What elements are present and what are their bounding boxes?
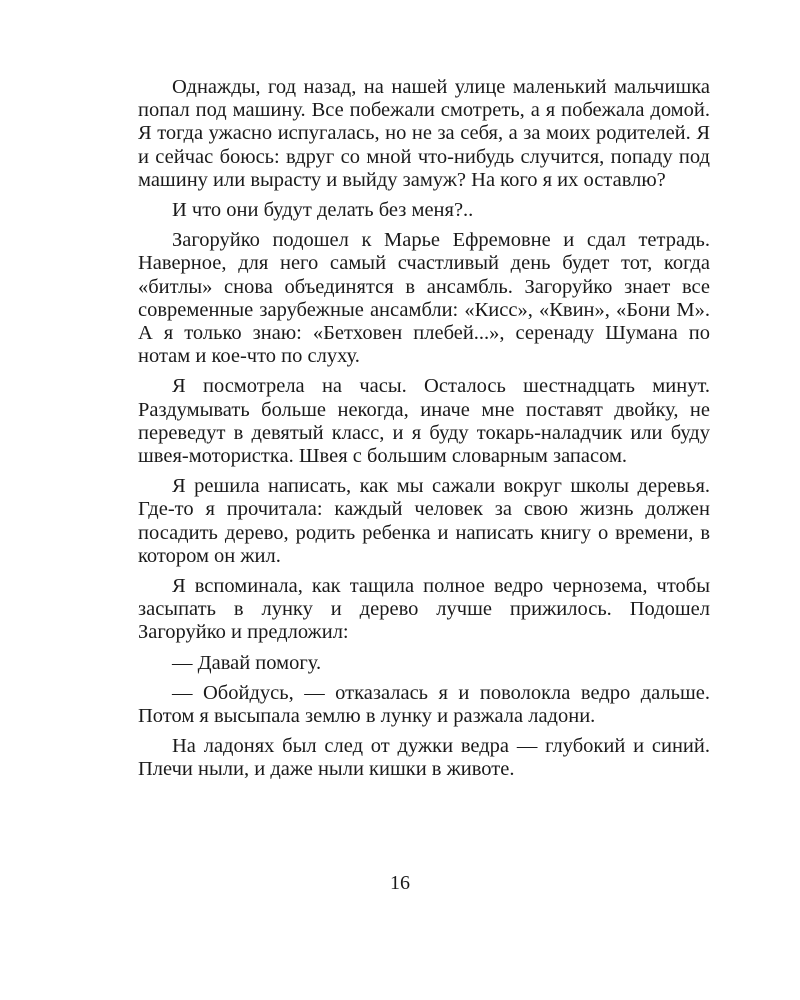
paragraph-6: Я вспоминала, как тащила полное ведро чернозема, чтобы засыпать в лунку и дерево лучше прижилось. Подошел Загоруйко и предложил: <box>138 575 710 644</box>
paragraph-5: Я решила написать, как мы сажали вокруг школы деревья. Где-то я прочитала: каждый человек за свою жизнь должен посадить дерево, родить ребенка и написать книгу о времени, в котором он жил. <box>138 475 710 567</box>
page-number: 16 <box>390 872 410 894</box>
paragraph-3: Загоруйко подошел к Марье Ефремовне и сдал тетрадь. Наверное, для него самый счастливый день будет тот, когда «битлы» снова объединятся в ансамбль. Загоруйко знает все современные зарубежные ансамбли: «Кисс», «Квин», «Бони М». А я только знаю: «Бетховен плебей...», серенаду Шумана по нотам и кое-что по слуху. <box>138 229 710 368</box>
dialogue-line-2: — Обойдусь, — отказалась я и поволокла ведро дальше. Потом я высыпала землю в лунку и разжала ладони. <box>138 681 710 728</box>
paragraph-9: На ладонях был след от дужки ведра — глубокий и синий. Плечи ныли, и даже ныли кишки в животе. <box>138 735 710 781</box>
body-text <box>138 76 710 789</box>
dialogue-line-1: — Давай помогу. <box>172 651 322 674</box>
paragraph-1: Однажды, год назад, на нашей улице маленький мальчишка попал под машину. Все побежали смотреть, а я побежала домой. Я тогда ужасно испугалась, но не за себя, а за моих родителей. Я и сейчас боюсь: вдруг со мной что-нибудь случится, попаду под машину или вырасту и выйду замуж? На кого я их оставлю? <box>138 76 710 191</box>
paragraph-4: Я посмотрела на часы. Осталось шестнадцать минут. Раздумывать больше некогда, иначе мне поставят двойку, не переведут в девятый класс, и я буду токарь-наладчик или буду швея-мотористка. Швея с большим словарным запасом. <box>138 375 710 468</box>
paragraph-2: И что они будут делать без меня?.. <box>172 199 474 222</box>
